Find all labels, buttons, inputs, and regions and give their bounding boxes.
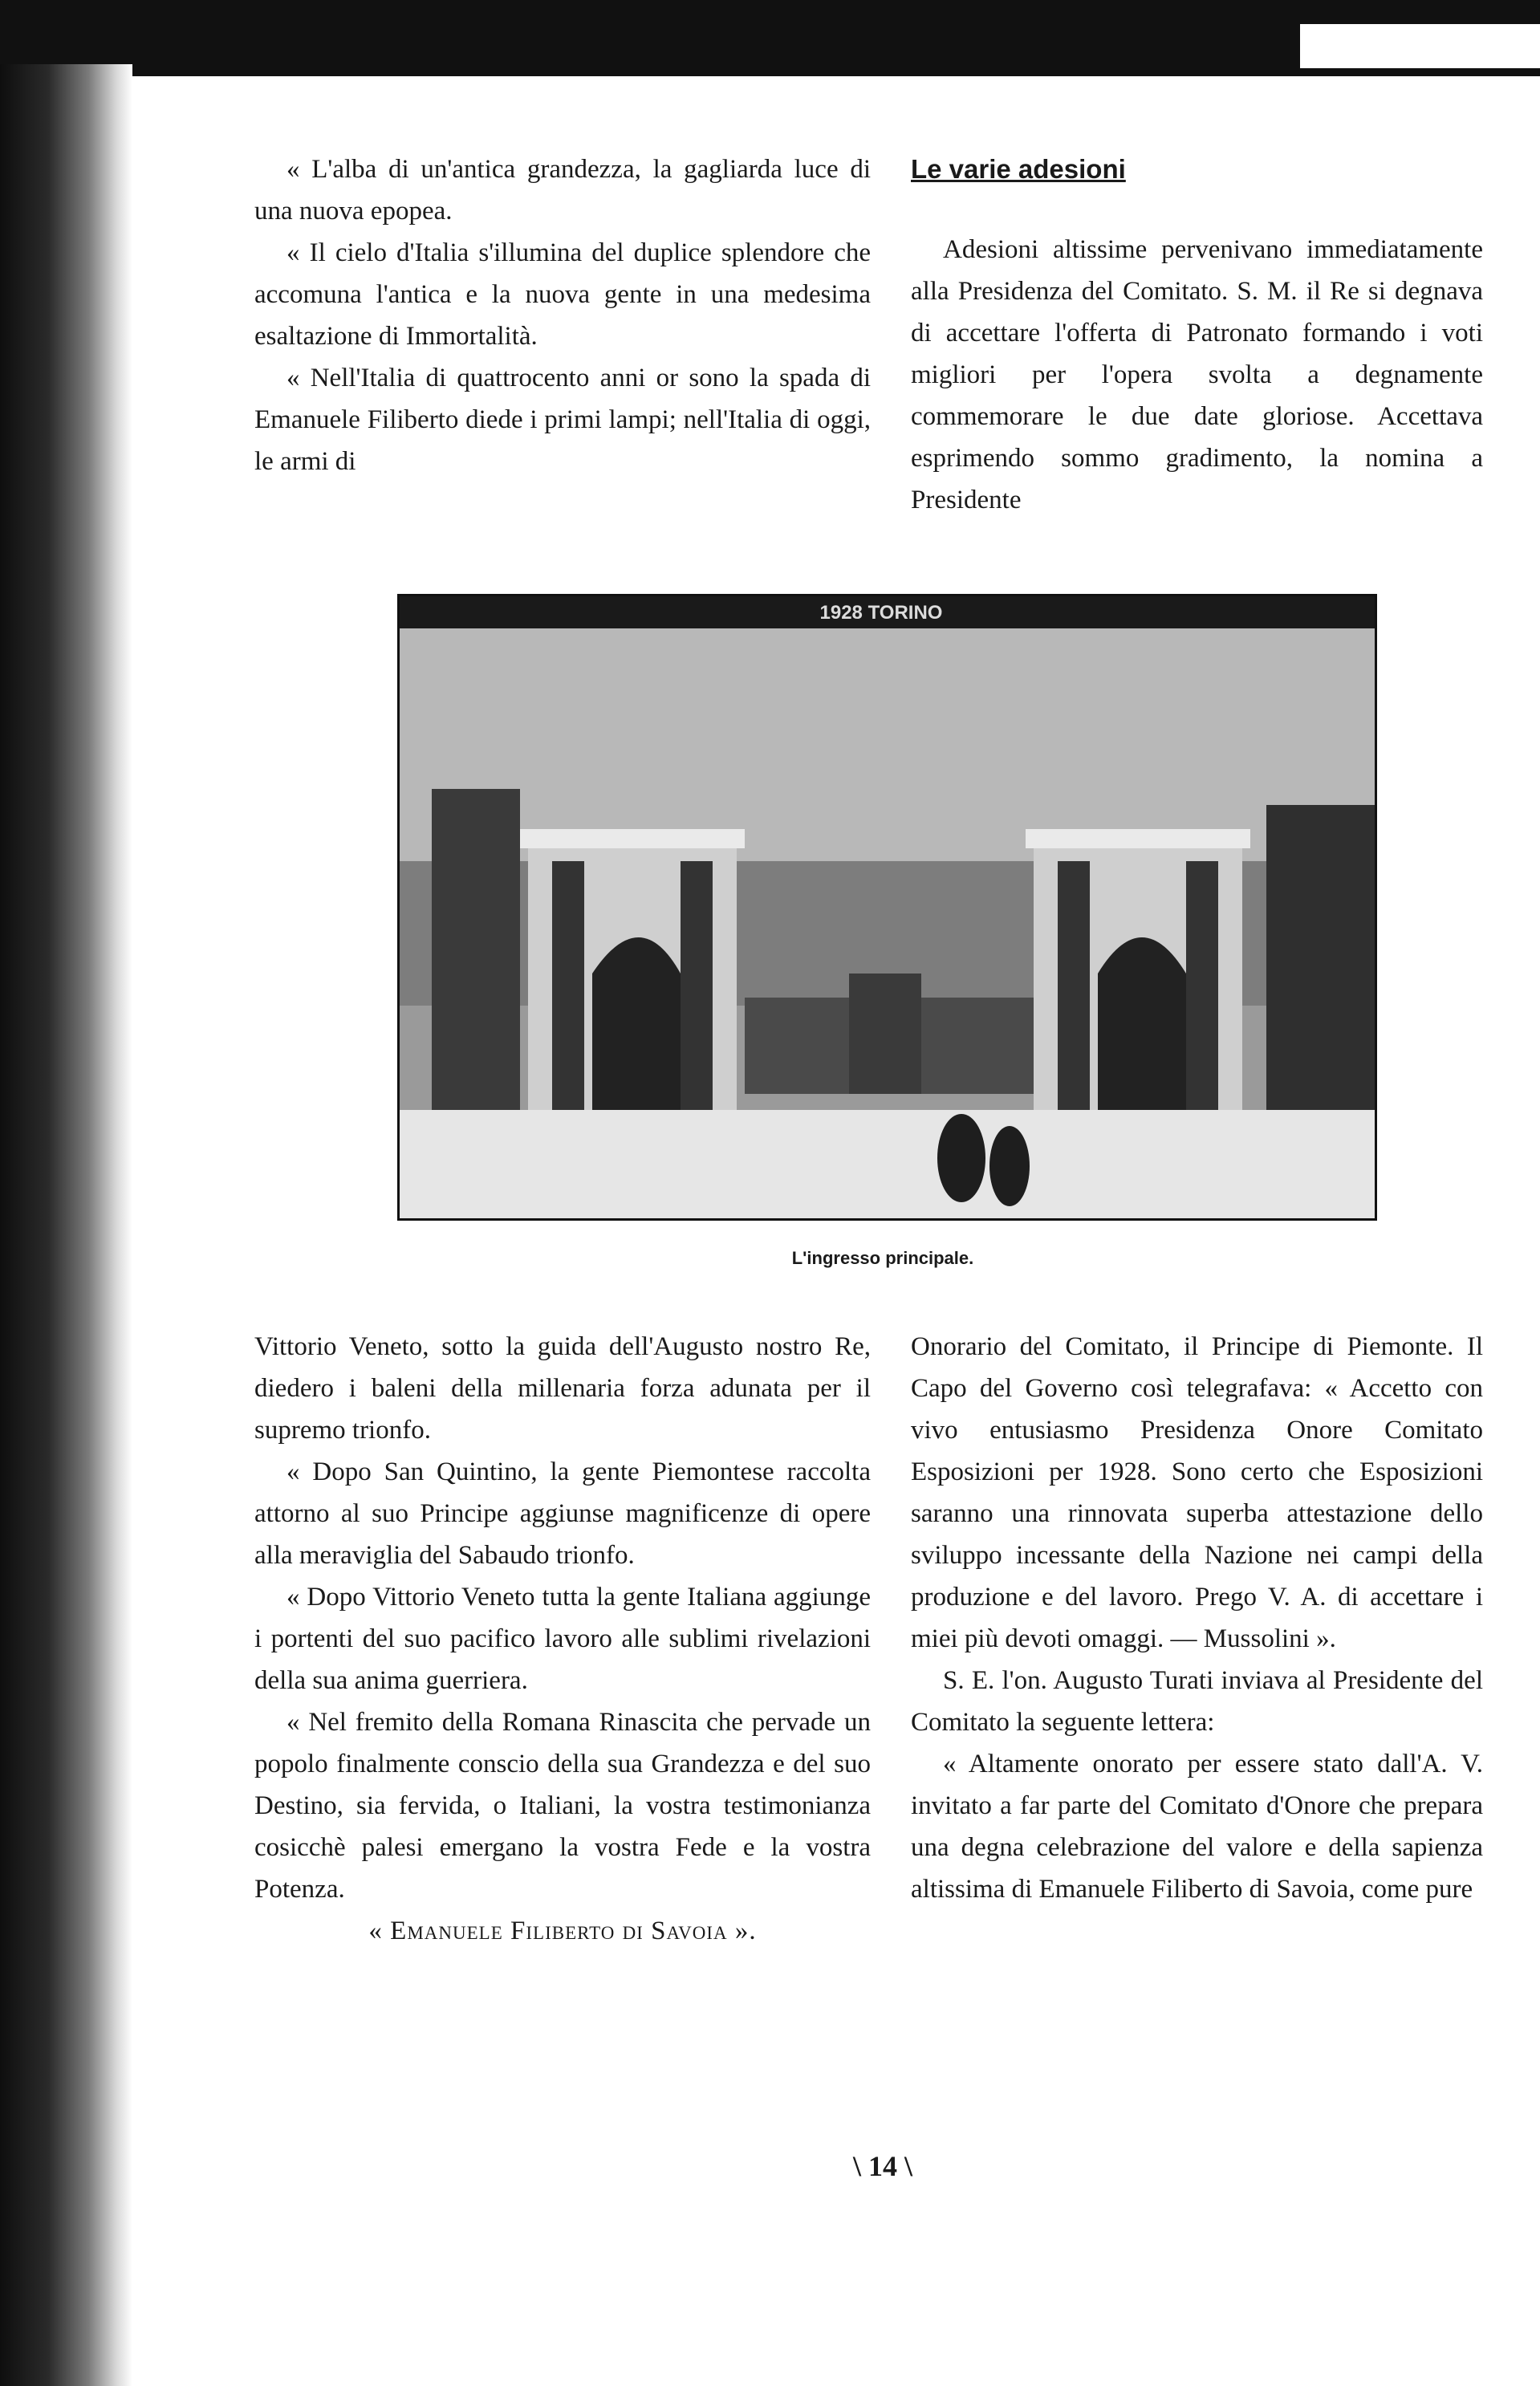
paragraph: « Nel fremito della Romana Rinascita che pervade un popolo finalmente conscio della sua Grandezza e del suo Destino, sia fervida, o Italiani, la vostra testimonianza cosicchè palesi emergano la vostra Fede e la vostra Potenza. <box>254 1708 871 1904</box>
paragraph: « Altamente onorato per essere stato dall'A. V. invitato a far parte del Comitato d'Onore che prepara una degna celebrazione del valore e della sapienza altissima di Emanuele Filiberto di Savoia, come pure <box>911 1750 1483 1904</box>
paragraph: Vittorio Veneto, sotto la guida dell'Augusto nostro Re, diedero i baleni della millenaria forza adunata per il supremo trionfo. <box>254 1332 871 1445</box>
paragraph: « Dopo San Quintino, la gente Piemontese raccolta attorno al suo Principe aggiunse magnificenze di opere alla meraviglia del Sabaudo trionfo. <box>254 1457 871 1570</box>
column-bottom-left <box>254 1326 871 1952</box>
scan-edge-notch <box>1300 24 1540 68</box>
column-top-right <box>911 148 1483 521</box>
section-heading: Le varie adesioni <box>911 154 1126 184</box>
figure-caption: L'ingresso principale. <box>791 1248 974 1268</box>
paragraph: « Dopo Vittorio Veneto tutta la gente Italiana aggiunge i portenti del suo pacifico lavoro alle sublimi rivelazioni della sua anima guerriera. <box>254 1583 871 1695</box>
entrance-photo <box>397 594 1377 1221</box>
paragraph: « Il cielo d'Italia s'illumina del duplice splendore che accomuna l'antica e la nuova gente in una medesima esaltazione di Immortalità. <box>254 238 871 351</box>
banner-text: 1928 TORINO <box>819 602 943 624</box>
paragraph: S. E. l'on. Augusto Turati inviava al Presidente del Comitato la seguente lettera: <box>911 1666 1483 1737</box>
page-number: \ 14 \ <box>852 2150 912 2182</box>
paragraph: Onorario del Comitato, il Principe di Piemonte. Il Capo del Governo così telegrafava: « Accetto con vivo entusiasmo Presidenza Onore Comitato Esposizioni per 1928. Sono certo che Esposizioni saranno una rinnovata superba attestazione dello sviluppo incessante della Nazione nei campi della produzione e del lavoro. Prego V. A. di accettare i miei più devoti omaggi. — Mussolini ». <box>911 1332 1483 1653</box>
signature: « Emanuele Filiberto di Savoia ». <box>368 1917 757 1945</box>
column-top-left <box>254 148 871 482</box>
paragraph: Adesioni altissime pervenivano immediatamente alla Presidenza del Comitato. S. M. il Re si degnava di accettare l'offerta di Patronato formando i voti migliori per l'opera svolta a degnamente commemorare le due date gloriose. Accettava esprimendo sommo gradimento, la nomina a Presidente <box>911 235 1483 514</box>
paragraph: « L'alba di un'antica grandezza, la gagliarda luce di una nuova epopea. <box>254 155 871 226</box>
column-bottom-right <box>911 1326 1483 1910</box>
scan-edge-left <box>0 64 132 2386</box>
entrance-illustration <box>400 596 1375 1218</box>
paragraph: « Nell'Italia di quattrocento anni or sono la spada di Emanuele Filiberto diede i primi lampi; nell'Italia di oggi, le armi di <box>254 364 871 476</box>
